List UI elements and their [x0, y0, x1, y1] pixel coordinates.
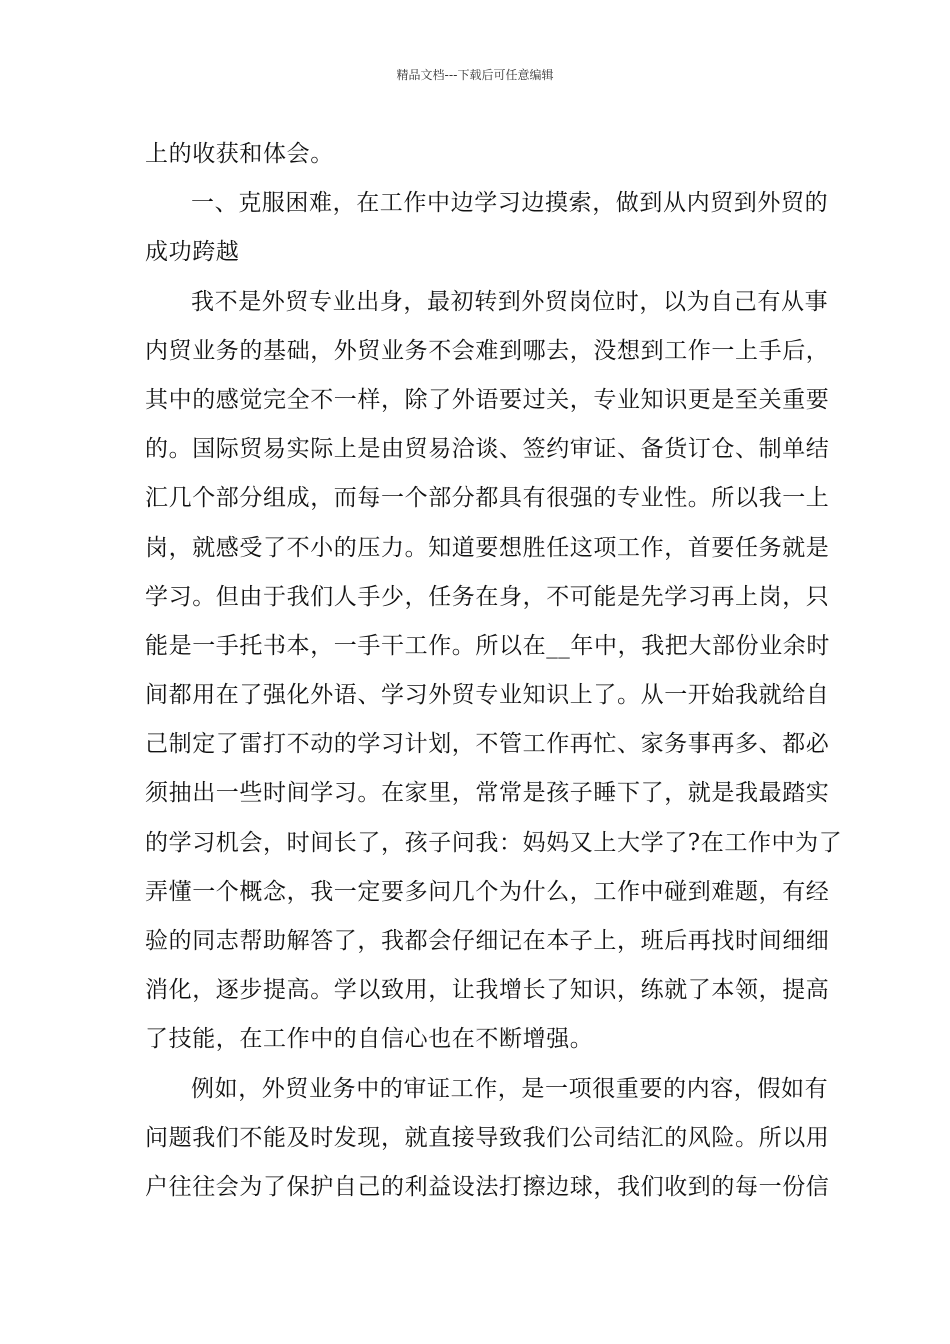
text-line: 验的同志帮助解答了，我都会仔细记在本子上，班后再找时间细细: [145, 928, 830, 954]
section-heading-line: 成功跨越: [145, 239, 240, 266]
text-line: 消化，逐步提高。学以致用，让我增长了知识，练就了本领，提高: [145, 977, 830, 1004]
text-line: 其中的感觉完全不一样，除了外语要过关，专业知识更是至关重要: [145, 386, 830, 413]
text-line: 己制定了雷打不动的学习计划，不管工作再忙、家务事再多、都必: [145, 731, 830, 758]
text-line: 户往往会为了保护自己的利益设法打擦边球，我们收到的每一份信: [145, 1173, 830, 1200]
text-line: 能是一手托书本，一手干工作。所以在__年中，我把大部份业余时: [145, 632, 830, 659]
text-line: 岗，就感受了不小的压力。知道要想胜任这项工作，首要任务就是: [145, 534, 830, 561]
text-line: 的。国际贸易实际上是由贸易洽谈、签约审证、备货订仓、制单结: [145, 436, 830, 463]
text-line: 例如，外贸业务中的审证工作，是一项很重要的内容，假如有: [191, 1075, 829, 1102]
text-line: 问题我们不能及时发现，就直接导致我们公司结汇的风险。所以用: [145, 1124, 830, 1151]
text-line: 须抽出一些时间学习。在家里，常常是孩子睡下了，就是我最踏实: [145, 780, 830, 807]
text-line: 弄懂一个概念，我一定要多问几个为什么，工作中碰到难题，有经: [145, 878, 830, 905]
text-line: 上的收获和体会。: [145, 141, 334, 167]
text-line: 汇几个部分组成，而每一个部分都具有很强的专业性。所以我一上: [145, 485, 830, 512]
text-line: 的学习机会，时间长了，孩子问我：妈妈又上大学了?在工作中为了: [145, 829, 843, 856]
text-line: 了技能，在工作中的自信心也在不断增强。: [145, 1026, 594, 1053]
page-header: 精品文档---下载后可任意编辑: [396, 68, 554, 82]
section-heading-line: 一、克服困难，在工作中边学习边摸索，做到从内贸到外贸的: [191, 190, 829, 217]
text-line: 我不是外贸专业出身，最初转到外贸岗位时，以为自己有从事: [191, 288, 829, 315]
document-body: [145, 130, 843, 1212]
text-line: 学习。但由于我们人手少，任务在身，不可能是先学习再上岗，只: [145, 583, 830, 610]
text-line: 间都用在了强化外语、学习外贸专业知识上了。从一开始我就给自: [145, 682, 830, 709]
text-line: 内贸业务的基础，外贸业务不会难到哪去，没想到工作一上手后，: [145, 337, 830, 364]
